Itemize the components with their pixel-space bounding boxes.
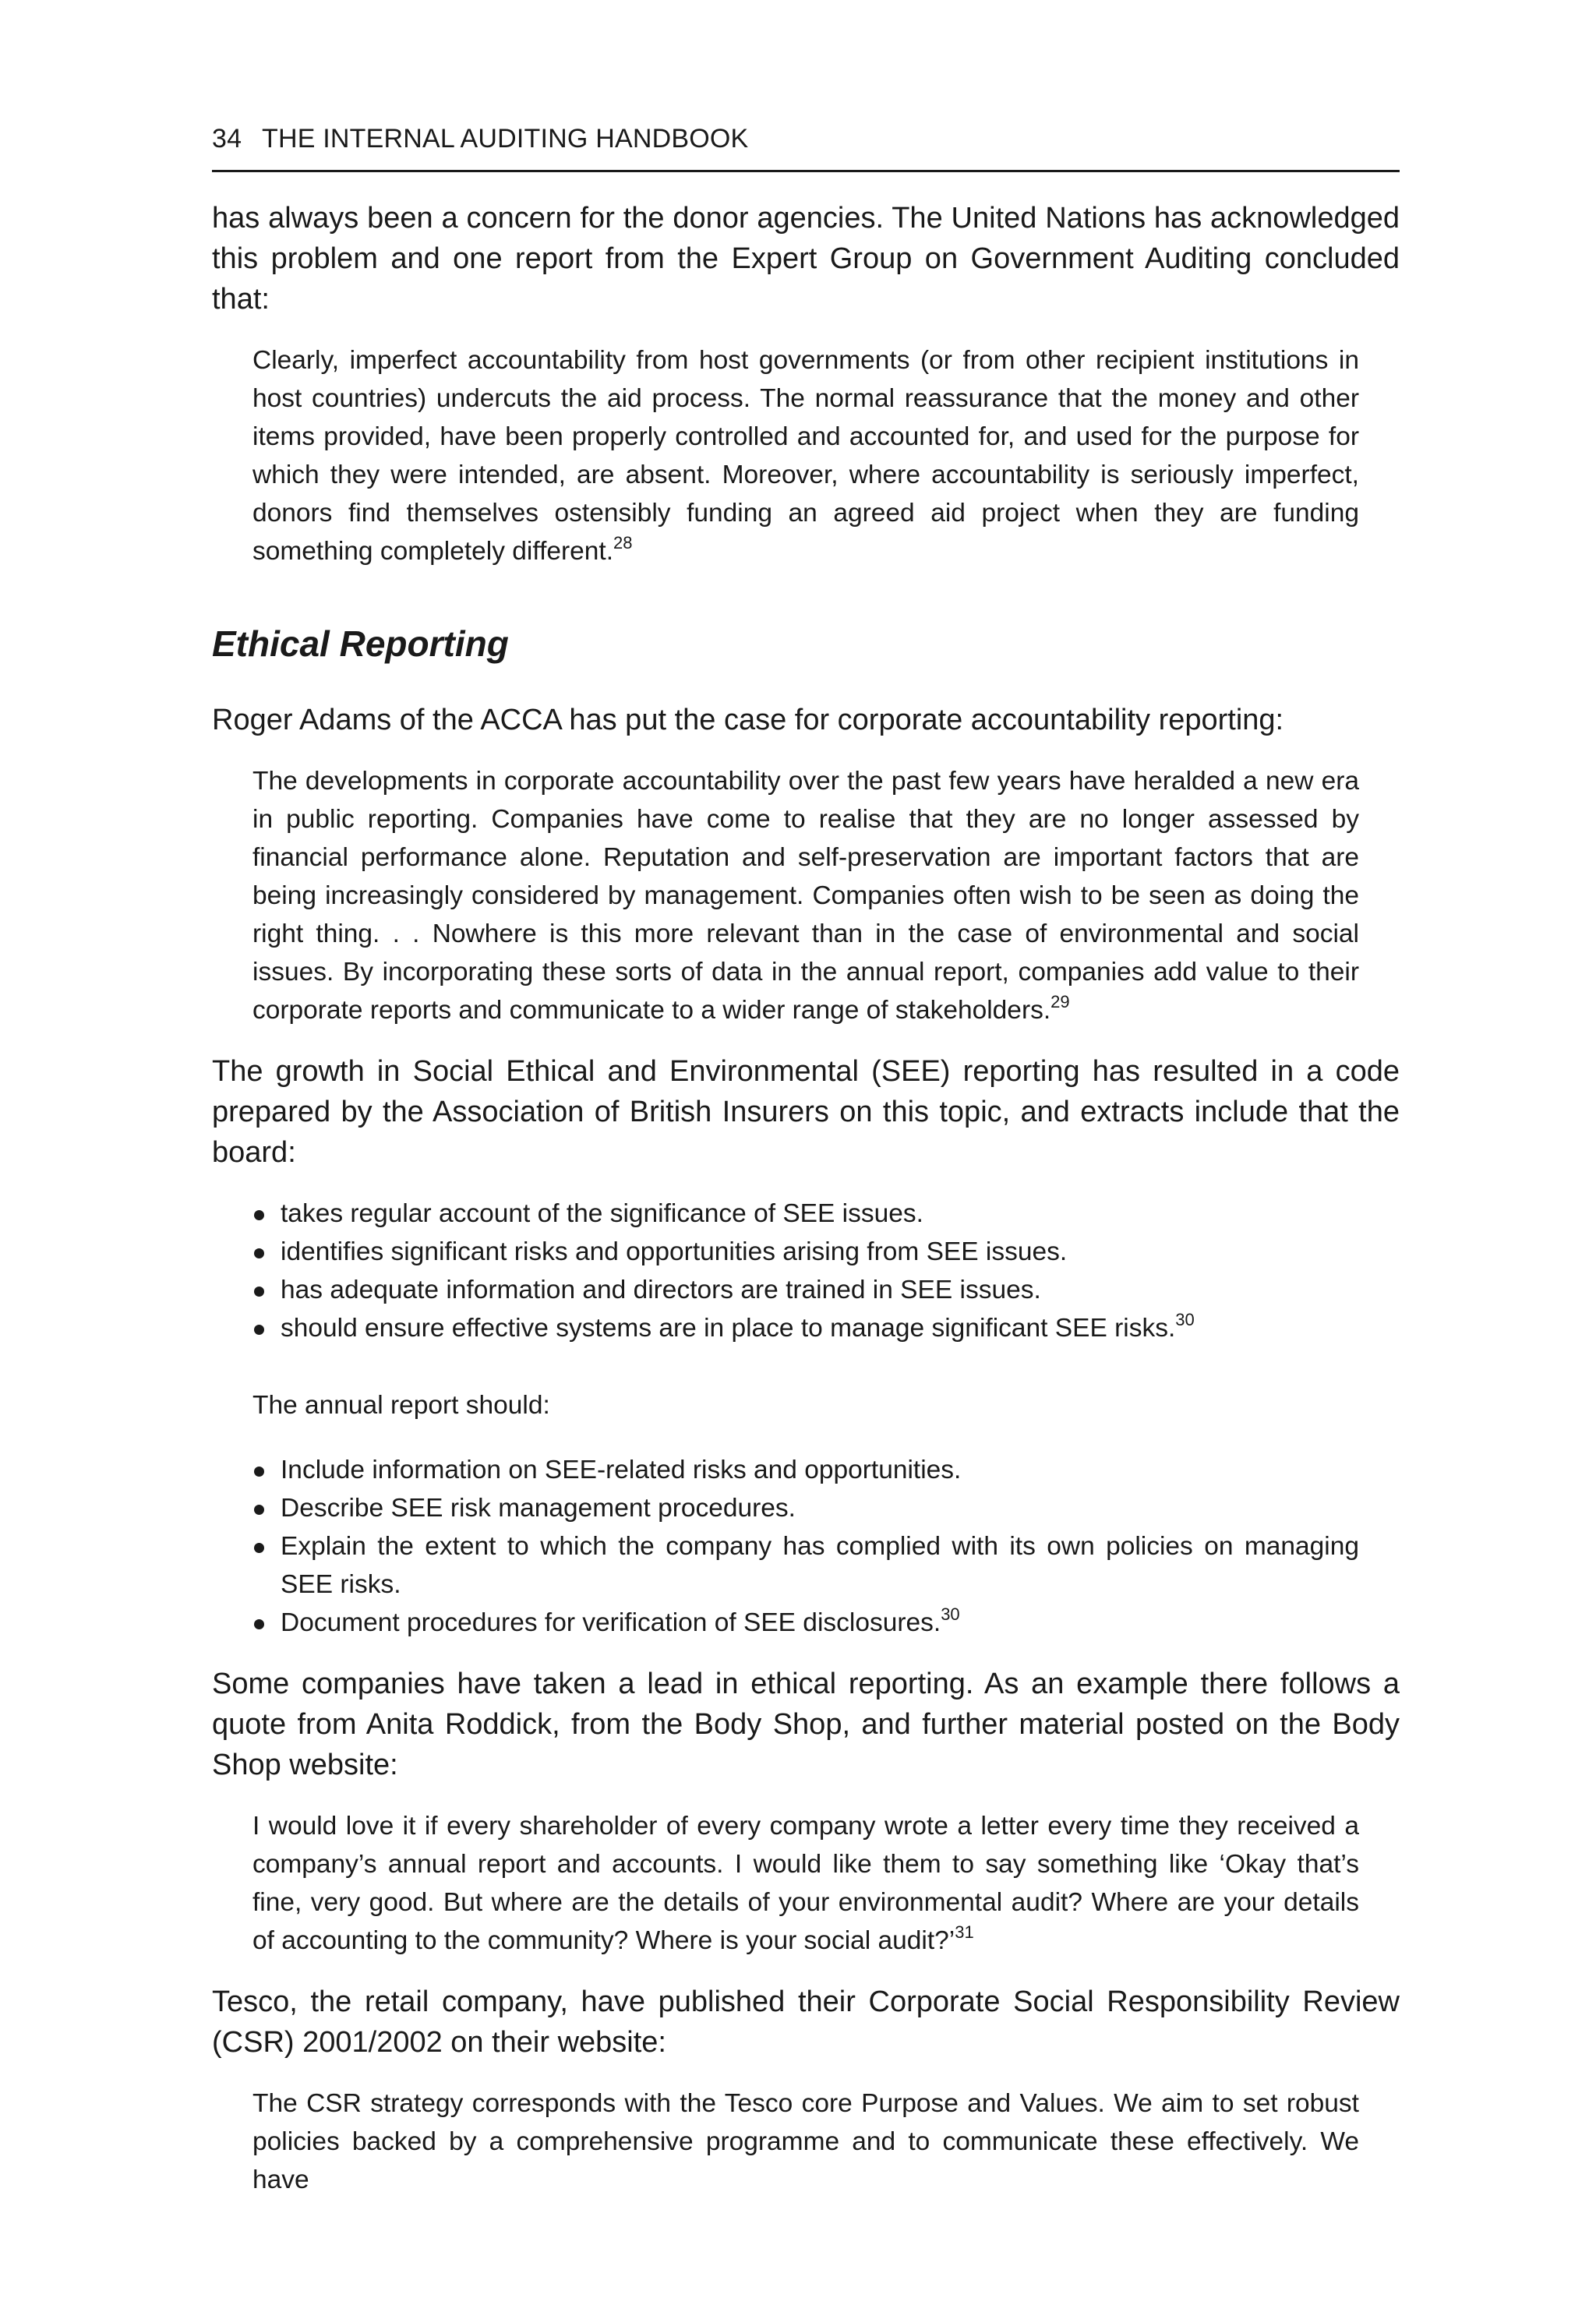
quote-text: I would love it if every shareholder of every company wrote a letter every time they received a company’s annual report and accounts. I would like them to say something like ‘Okay that’s fine, very good. But where are the details of your environmental audit? Where are your details of accounting to the community? Where is your social audit?’ [252, 1812, 1359, 1955]
running-header [212, 120, 1400, 172]
page-content [212, 198, 1400, 2221]
quote-text: Clearly, imperfect accountability from host governments (or from other recipient institutions in host countries) undercuts the aid process. The normal reassurance that the money and other items provided, have been properly controlled and accounted for, and used for the purpose for which they were intended, are absent. Moreover, where accountability is seriously imperfect, donors find themselves ostensibly funding an agreed aid project when they are funding something completely different. [252, 346, 1359, 566]
list-item-text: Document procedures for verification of SEE disclosures. [281, 1608, 941, 1637]
footnote-ref: 31 [955, 1922, 974, 1942]
board-bullet-list [252, 1195, 1359, 1347]
footnote-ref: 28 [613, 533, 633, 552]
running-title: THE INTERNAL AUDITING HANDBOOK [262, 124, 749, 154]
list-item: has adequate information and directors are trained in SEE issues. [252, 1271, 1359, 1309]
annual-report-lead: The annual report should: [252, 1391, 550, 1420]
quote-acca [252, 762, 1359, 1029]
section-title: Ethical Reporting [212, 623, 509, 664]
list-item [252, 1604, 1359, 1642]
list-item-text: should ensure effective systems are in place to manage significant SEE risks. [281, 1314, 1176, 1343]
paragraph-body-shop: Some companies have taken a lead in ethical reporting. As an example there follows a quote from Anita Roddick, from the Body Shop, and further material posted on the Body Shop website: [212, 1668, 1400, 1781]
paragraph-see-reporting: The growth in Social Ethical and Environmental (SEE) reporting has resulted in a code prepared by the Association of British Insurers on this topic, and extracts include that the board: [212, 1055, 1400, 1169]
list-item: Describe SEE risk management procedures. [252, 1489, 1359, 1527]
footnote-ref: 30 [941, 1604, 960, 1624]
quote-text: The developments in corporate accountability over the past few years have heralded a new era in public reporting. Companies have come to realise that they are no longer assessed by financial performance alone. Reputation and self-preservation are important factors that are being increasingly considered by management. Companies often wish to be seen as doing the right thing. . . Nowhere is this more relevant than in the case of environmental and social issues. By incorporating these sorts of data in the annual report, companies add value to their corporate reports and communicate to a wider range of stakeholders. [252, 767, 1359, 1025]
page-number: 34 [212, 124, 242, 154]
list-item: identifies significant risks and opportunities arising from SEE issues. [252, 1233, 1359, 1271]
footnote-ref: 29 [1050, 992, 1070, 1011]
quote-anita-roddick [252, 1807, 1359, 1960]
list-item: takes regular account of the significance of SEE issues. [252, 1195, 1359, 1233]
footnote-ref: 30 [1175, 1310, 1195, 1329]
list-item: Explain the extent to which the company has complied with its own policies on managing SEE risks. [252, 1527, 1359, 1604]
paragraph-tesco: Tesco, the retail company, have published their Corporate Social Responsibility Review (CSR) 2001/2002 on their website: [212, 1985, 1400, 2059]
annual-report-bullet-list [252, 1451, 1359, 1642]
paragraph-un-intro: has always been a concern for the donor agencies. The United Nations has acknowledged this problem and one report from the Expert Group on Government Auditing concluded that: [212, 202, 1400, 316]
quote-expert-group [252, 341, 1359, 570]
list-item: Include information on SEE-related risks and opportunities. [252, 1451, 1359, 1489]
list-item [252, 1309, 1359, 1347]
paragraph-roger-adams: Roger Adams of the ACCA has put the case for corporate accountability reporting: [212, 704, 1284, 736]
quote-tesco-csr: The CSR strategy corresponds with the Tesco core Purpose and Values. We aim to set robust policies backed by a comprehensive programme and to communicate these effectively. We have [252, 2089, 1359, 2194]
